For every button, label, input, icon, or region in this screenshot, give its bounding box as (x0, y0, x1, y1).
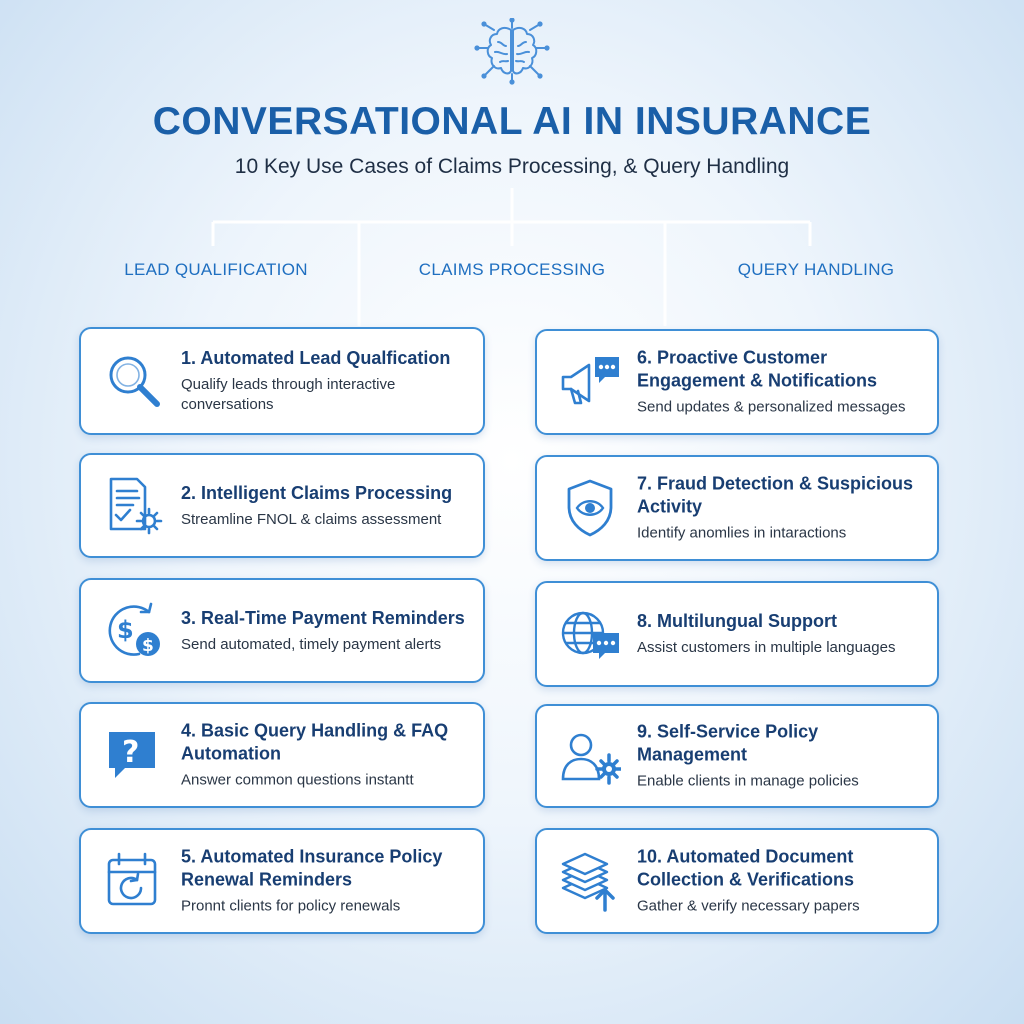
stacked-documents-upload-icon (559, 850, 621, 912)
use-case-description: Gather & verify necessary papers (637, 897, 860, 915)
calendar-renew-icon (103, 850, 165, 912)
use-case-description: Send automated, timely payment alerts (181, 635, 442, 653)
use-case-title: 2. Intelligent Claims Processing (181, 482, 453, 503)
use-case-card-10 (535, 828, 939, 934)
use-case-title: 6. Proactive Customer Engagement & Notifications (637, 347, 878, 391)
use-case-description: Enable clients in manage policies (637, 772, 859, 790)
use-case-title: 8. Multilungual Support (637, 611, 837, 631)
use-case-title: 7. Fraud Detection & Suspicious Activity (637, 473, 914, 517)
use-case-description: Qualify leads through interactive conversations (181, 376, 396, 413)
user-gear-icon (559, 725, 621, 787)
brain-circuit-icon (472, 18, 552, 86)
use-case-card-5 (79, 828, 485, 934)
page-subtitle: 10 Key Use Cases of Claims Processing, & Query Handling (234, 155, 790, 178)
use-case-title: 10. Automated Document Collection & Verifications (637, 846, 855, 890)
use-case-card-6 (535, 329, 939, 435)
use-case-card-4 (79, 702, 485, 808)
use-case-description: Send updates & personalized messages (637, 398, 906, 416)
svg-text:$: $ (117, 615, 134, 644)
use-case-description: Assist customers in multiple languages (637, 639, 896, 656)
use-case-title: 9. Self-Service Policy Management (637, 721, 819, 765)
dollar-clock-icon (103, 600, 165, 662)
use-case-card-7 (535, 455, 939, 561)
category-claims-processing: CLAIMS PROCESSING (418, 260, 606, 279)
use-case-card-3 (79, 578, 485, 683)
use-case-card-1 (79, 327, 485, 435)
use-case-title: 3. Real-Time Payment Reminders (181, 607, 465, 628)
svg-text:?: ? (122, 735, 140, 770)
question-bubble-icon (103, 724, 165, 786)
use-case-card-9 (535, 704, 939, 808)
category-query-handling: QUERY HANDLING (737, 260, 895, 279)
use-case-description: Streamline FNOL & claims assessment (181, 510, 442, 528)
globe-chat-icon (559, 603, 621, 665)
use-case-title: 5. Automated Insurance Policy Renewal Reminders (181, 846, 443, 890)
use-case-description: Identify anomlies in intaractions (637, 524, 847, 542)
use-case-title: 1. Automated Lead Qualfication (181, 348, 451, 368)
magnifier-icon (103, 350, 165, 412)
document-gear-icon (103, 475, 165, 537)
shield-eye-icon (559, 477, 621, 539)
category-lead-qualification: LEAD QUALIFICATION (124, 260, 308, 279)
use-case-title: 4. Basic Query Handling & FAQ Automation (181, 720, 449, 764)
use-case-description: Answer common questions instantt (181, 771, 414, 789)
use-case-card-8 (535, 581, 939, 687)
page-title: CONVERSATIONAL AI IN INSURANCE (152, 100, 872, 143)
use-case-description: Pronnt clients for policy renewals (181, 897, 401, 915)
svg-text:$: $ (142, 635, 154, 656)
use-case-card-2 (79, 453, 485, 558)
megaphone-chat-icon (559, 351, 621, 413)
